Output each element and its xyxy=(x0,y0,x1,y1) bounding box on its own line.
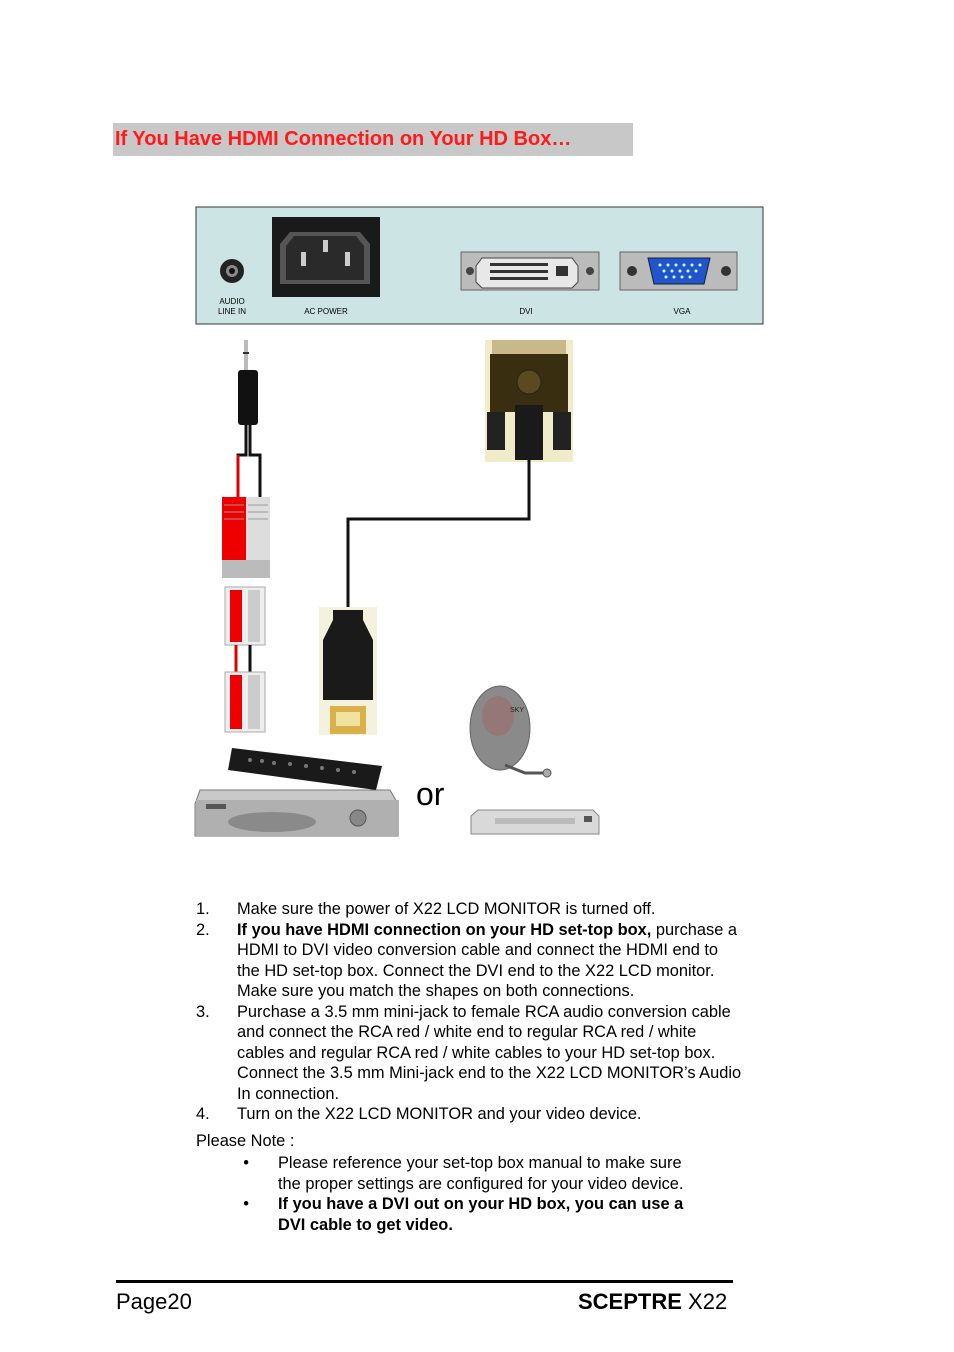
bullet-text: If you have a DVI out on your HD box, you can use a DVI cable to get video. xyxy=(278,1195,684,1234)
step-number: 1. xyxy=(196,900,210,918)
step-number: 4. xyxy=(196,1105,210,1123)
step-1 xyxy=(196,899,756,920)
dish-brand: SKY xyxy=(510,707,525,714)
step-text: Turn on the X22 LCD MONITOR and your video device. xyxy=(237,1105,642,1123)
footer-brand xyxy=(578,1289,727,1315)
step-2 xyxy=(196,920,756,1002)
vga-label: VGA xyxy=(673,307,691,316)
bullet-text: Please reference your set-top box manual to make sure the proper settings are configured for your video device. xyxy=(278,1154,684,1193)
bullet-icon: • xyxy=(243,1154,249,1172)
dvi-plug-icon xyxy=(485,340,573,462)
step-text: Make sure the power of X22 LCD MONITOR is turned off. xyxy=(237,900,656,918)
note-bullets xyxy=(196,1153,756,1235)
remote-control-icon xyxy=(228,748,382,790)
brand-name: SCEPTRE xyxy=(578,1289,682,1314)
bullet-icon: • xyxy=(243,1195,249,1213)
set-top-box-icon xyxy=(195,790,399,836)
mini-jack-plug-icon xyxy=(238,340,258,425)
step-4 xyxy=(196,1104,756,1125)
page-number: Page20 xyxy=(116,1289,192,1314)
model-name: X22 xyxy=(681,1289,728,1314)
monitor-back-panel xyxy=(196,207,763,324)
step-text: Purchase a 3.5 mm mini-jack to female RCA audio conversion cable and connect the RCA red / white end to regular RCA red / white cables and regular RCA red / white cables to your HD set-top box. Connect the 3.5 mm Mini-jack end to the X22 LCD MONITOR’s Audio In connection. xyxy=(237,1002,742,1103)
audio-cable-wires xyxy=(238,425,260,500)
step-number: 3. xyxy=(196,1002,210,1021)
rca-coupler-icon xyxy=(225,587,265,645)
vga-port-icon xyxy=(620,252,737,290)
ac-power-label: AC POWER xyxy=(304,307,348,316)
step-bold-text: If you have HDMI connection on your HD set-top box, xyxy=(237,920,652,939)
step-text xyxy=(237,920,742,1002)
satellite-receiver-icon xyxy=(471,810,599,834)
or-label: or xyxy=(416,776,445,812)
note-bullet-2 xyxy=(196,1194,756,1235)
step-3 xyxy=(196,1002,756,1105)
audio-label-1: AUDIO xyxy=(219,297,245,306)
note-label: Please Note : xyxy=(196,1131,295,1150)
hdmi-cable-wire xyxy=(348,460,529,609)
ac-power-socket-icon xyxy=(272,217,380,297)
satellite-dish-icon xyxy=(470,686,551,777)
hdmi-plug-icon xyxy=(319,607,377,735)
rca-plug-icon xyxy=(225,672,265,732)
audio-label-2: LINE IN xyxy=(217,307,247,316)
rca-cable-wires xyxy=(236,645,250,672)
dvi-port-icon xyxy=(461,252,599,290)
note-bullet-1 xyxy=(196,1153,756,1194)
footer-divider xyxy=(116,1280,733,1283)
step-body-text: purchase a HDMI to DVI video conversion cable and connect the HDMI end to the HD set-top box. Connect the DVI end to the X22 LCD monitor. Make sure you match the shapes on both connections. xyxy=(237,920,737,1000)
section-heading: If You Have HDMI Connection on Your HD Box… xyxy=(113,123,633,156)
dvi-label: DVI xyxy=(519,307,533,316)
instruction-list xyxy=(196,899,756,1235)
step-number: 2. xyxy=(196,920,210,939)
rca-female-connectors-icon xyxy=(222,497,270,578)
audio-jack-icon xyxy=(220,259,244,283)
